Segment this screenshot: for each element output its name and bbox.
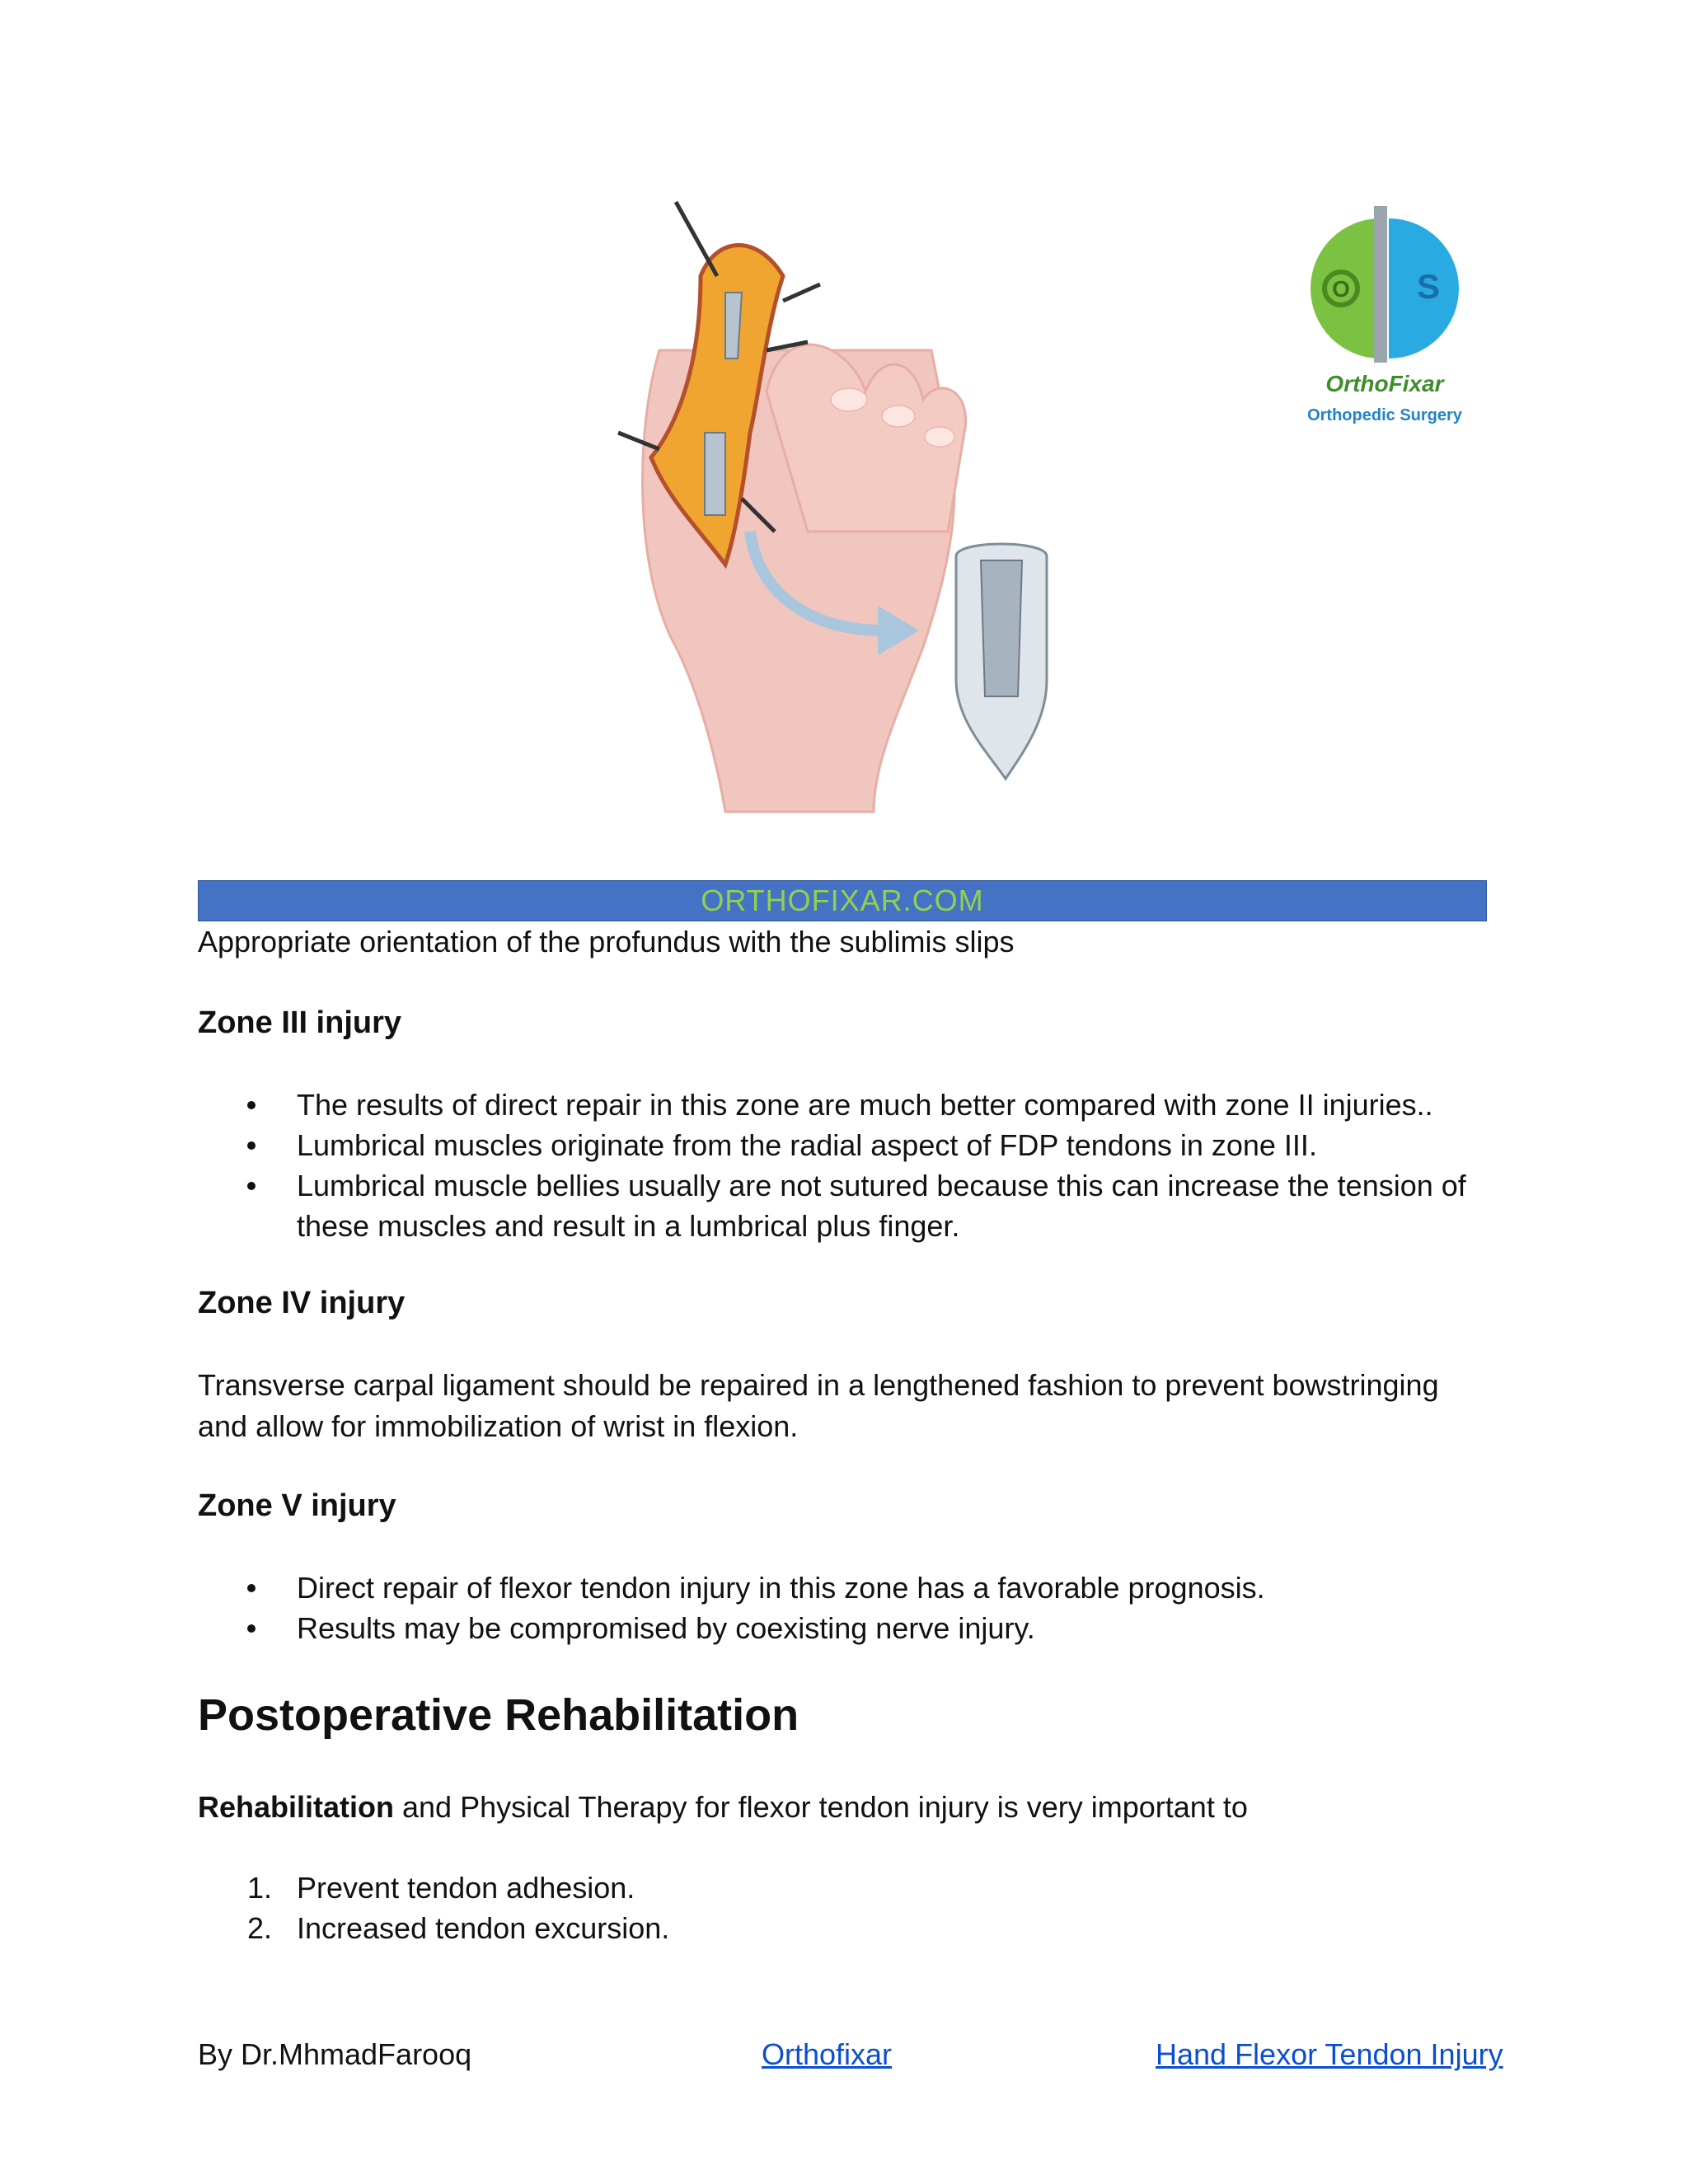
zone-v-bullet-list — [198, 1568, 1492, 1648]
tendon-lower — [705, 433, 725, 515]
hand-tendon-illustration — [602, 185, 1162, 845]
svg-text:OrthoFixar: OrthoFixar — [1325, 371, 1444, 396]
zone-v-heading: Zone V injury — [198, 1488, 396, 1523]
zone-iii-heading: Zone III injury — [198, 1005, 402, 1040]
list-text: Prevent tendon adhesion. — [297, 1871, 635, 1905]
rehab-intro — [198, 1787, 1248, 1828]
footer-site-link[interactable]: Orthofixar — [762, 2037, 893, 2071]
zone-iv-text: Transverse carpal ligament should be repaired in a lengthened fashion to prevent bowstringing and allow for immobilization of wrist in flexion. — [198, 1368, 1439, 1443]
footer-page-link[interactable]: Hand Flexor Tendon Injury — [1156, 2037, 1503, 2071]
footer-author: By Dr.MhmadFarooq — [198, 2037, 472, 2071]
list-item: Results may be compromised by coexisting nerve injury. — [198, 1608, 1492, 1648]
site-banner: ORTHOFIXAR.COM — [198, 880, 1487, 921]
list-item: Lumbrical muscles originate from the radial aspect of FDP tendons in zone III. — [198, 1125, 1492, 1165]
zone-iv-heading: Zone IV injury — [198, 1286, 406, 1320]
list-item — [198, 1908, 1492, 1948]
rehab-intro-rest: and Physical Therapy for flexor tendon injury is very important to — [394, 1790, 1248, 1824]
list-number: 2. — [247, 1911, 273, 1945]
list-text: Increased tendon excursion. — [297, 1911, 670, 1945]
rehab-numbered-list — [198, 1868, 1492, 1948]
svg-text:O: O — [1332, 276, 1350, 302]
rehab-intro-bold: Rehabilitation — [198, 1790, 395, 1824]
list-item: Lumbrical muscle bellies usually are not sutured because this can increase the tension of these muscles and result in a lumbrical plus finger. — [198, 1165, 1492, 1246]
rehab-heading: Postoperative Rehabilitation — [198, 1690, 799, 1740]
svg-text:Orthopedic Surgery: Orthopedic Surgery — [1307, 406, 1462, 424]
list-item: Direct repair of flexor tendon injury in this zone has a favorable prognosis. — [198, 1568, 1492, 1608]
figure-caption: Appropriate orientation of the profundus with the sublimis slips — [198, 925, 1015, 958]
list-number: 1. — [247, 1871, 273, 1905]
svg-text:S: S — [1416, 267, 1441, 306]
list-item: The results of direct repair in this zone are much better compared with zone II injuries.. — [198, 1085, 1492, 1125]
zone-iii-bullet-list — [198, 1085, 1492, 1246]
orthofixar-logo — [1290, 190, 1479, 437]
list-item — [198, 1868, 1492, 1908]
